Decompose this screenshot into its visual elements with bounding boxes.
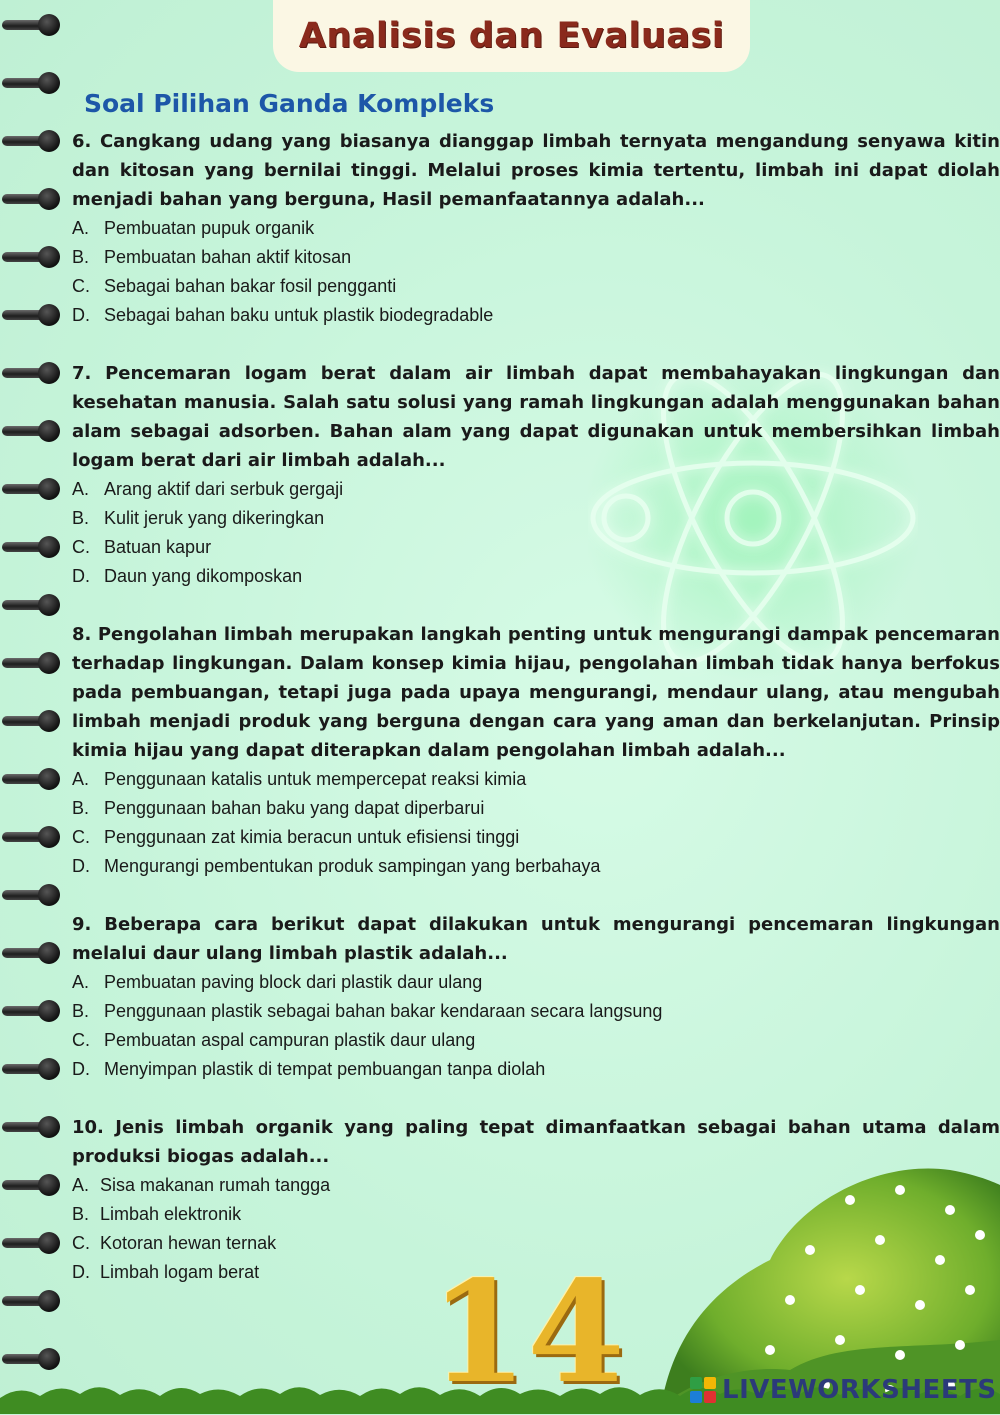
option-d[interactable] xyxy=(72,301,1000,330)
question-list xyxy=(72,127,1000,1287)
option-text: Mengurangi pembentukan produk sampingan yang berbahaya xyxy=(104,856,601,876)
ring-hole xyxy=(38,130,60,152)
flower-icon xyxy=(915,1300,925,1310)
option-a[interactable] xyxy=(72,765,1000,794)
ring-hole xyxy=(38,14,60,36)
spiral-ring-icon xyxy=(2,1174,64,1196)
ring-hole xyxy=(38,478,60,500)
option-text: Pembuatan paving block dari plastik daur ulang xyxy=(104,972,483,992)
option-letter: C. xyxy=(72,827,90,847)
option-text: Sebagai bahan baku untuk plastik biodegradable xyxy=(104,305,494,325)
flower-icon xyxy=(895,1350,905,1360)
spiral-ring-icon xyxy=(2,536,64,558)
option-c[interactable] xyxy=(72,823,1000,852)
flower-icon xyxy=(945,1205,955,1215)
option-letter: B. xyxy=(72,508,90,528)
page-number: 14 xyxy=(430,1251,625,1415)
option-text: Penggunaan plastik sebagai bahan bakar kendaraan secara langsung xyxy=(104,1001,663,1021)
option-text: Sebagai bahan bakar fosil pengganti xyxy=(104,276,397,296)
option-text: Batuan kapur xyxy=(104,537,212,557)
ring-hole xyxy=(38,1232,60,1254)
question-text: 8. Pengolahan limbah merupakan langkah penting untuk mengurangi dampak pencemaran terhadap lingkungan. Dalam konsep kimia hijau, pengolahan limbah tidak hanya berfokus pada pembuangan, tetapi juga pada upaya mengurangi, mendaur ulang, atau mengubah limbah menjadi produk yang berguna dengan cara yang aman dan berkelanjutan. Prinsip kimia hijau yang dapat diterapkan dalam pengolahan limbah adalah... xyxy=(72,624,1000,761)
option-letter: B. xyxy=(72,798,90,818)
spiral-ring-icon xyxy=(2,826,64,848)
flower-icon xyxy=(805,1245,815,1255)
option-text: Arang aktif dari serbuk gergaji xyxy=(104,479,344,499)
option-letter: A. xyxy=(72,1175,90,1195)
option-b[interactable] xyxy=(72,243,1000,272)
ring-hole xyxy=(38,304,60,326)
question-text: 10. Jenis limbah organik yang paling tepat dimanfaatkan sebagai bahan utama dalam produksi biogas adalah... xyxy=(72,1117,1000,1167)
spiral-ring-icon xyxy=(2,72,64,94)
flower-icon xyxy=(965,1285,975,1295)
ring-hole xyxy=(38,1348,60,1370)
option-a[interactable] xyxy=(72,214,1000,243)
ring-hole xyxy=(38,1058,60,1080)
ring-hole xyxy=(38,1000,60,1022)
spiral-ring-icon xyxy=(2,362,64,384)
logo-tile xyxy=(704,1377,716,1389)
option-letter: C. xyxy=(72,1233,90,1253)
option-letter: D. xyxy=(72,566,90,586)
option-text: Penggunaan katalis untuk mempercepat reaksi kimia xyxy=(104,769,527,789)
ring-hole xyxy=(38,826,60,848)
option-text: Sisa makanan rumah tangga xyxy=(100,1175,331,1195)
section-subtitle: Soal Pilihan Ganda Kompleks xyxy=(84,89,495,118)
spiral-ring-icon xyxy=(2,594,64,616)
option-letter: B. xyxy=(72,247,90,267)
logo-tile xyxy=(690,1377,702,1389)
question-9 xyxy=(72,910,1000,1084)
ring-hole xyxy=(38,942,60,964)
spiral-ring-icon xyxy=(2,652,64,674)
option-text: Menyimpan plastik di tempat pembuangan tanpa diolah xyxy=(104,1059,546,1079)
flower-icon xyxy=(855,1285,865,1295)
ring-hole xyxy=(38,362,60,384)
option-d[interactable] xyxy=(72,852,1000,881)
liveworksheets-logo-icon xyxy=(690,1377,716,1403)
flower-icon xyxy=(975,1230,985,1240)
question-text: 9. Beberapa cara berikut dapat dilakukan untuk mengurangi pencemaran lingkungan melalui daur ulang limbah plastik adalah... xyxy=(72,914,1000,964)
ring-hole xyxy=(38,72,60,94)
question-text: 6. Cangkang udang yang biasanya dianggap limbah ternyata mengandung senyawa kitin dan kitosan yang bernilai tinggi. Melalui proses kimia tertentu, limbah ini dapat diolah menjadi bahan yang berguna, Hasil pemanfaatannya adalah... xyxy=(72,131,1000,210)
flower-icon xyxy=(765,1345,775,1355)
ring-hole xyxy=(38,188,60,210)
flower-icon xyxy=(955,1340,965,1350)
option-letter: D. xyxy=(72,1059,90,1079)
option-list xyxy=(72,214,1000,330)
page-title: Analisis dan Evaluasi xyxy=(298,16,725,56)
spiral-ring-icon xyxy=(2,478,64,500)
title-banner xyxy=(273,0,750,72)
spacer xyxy=(72,1084,1000,1113)
option-list xyxy=(72,475,1000,591)
option-letter: B. xyxy=(72,1001,90,1021)
spiral-ring-icon xyxy=(2,246,64,268)
flower-icon xyxy=(785,1295,795,1305)
option-list xyxy=(72,968,1000,1084)
option-text: Pembuatan pupuk organik xyxy=(104,218,315,238)
option-list xyxy=(72,765,1000,881)
spiral-ring-icon xyxy=(2,1290,64,1312)
option-text: Pembuatan bahan aktif kitosan xyxy=(104,247,352,267)
spiral-ring-icon xyxy=(2,420,64,442)
option-text: Penggunaan zat kimia beracun untuk efisiensi tinggi xyxy=(104,827,520,847)
brand-name: LIVEWORKSHEETS xyxy=(722,1375,997,1405)
spacer xyxy=(72,881,1000,910)
spacer xyxy=(72,330,1000,359)
option-text: Daun yang dikomposkan xyxy=(104,566,303,586)
spiral-ring-icon xyxy=(2,1232,64,1254)
option-letter: A. xyxy=(72,218,90,238)
option-text: Kulit jeruk yang dikeringkan xyxy=(104,508,325,528)
option-letter: D. xyxy=(72,1262,90,1282)
question-text: 7. Pencemaran logam berat dalam air limbah dapat membahayakan lingkungan dan kesehatan manusia. Salah satu solusi yang ramah lingkungan adalah menggunakan bahan alam sebagai adsorben. Bahan alam yang dapat digunakan untuk membersihkan limbah logam berat dari air limbah adalah... xyxy=(72,363,1000,471)
question-6 xyxy=(72,127,1000,330)
spiral-ring-icon xyxy=(2,188,64,210)
option-letter: D. xyxy=(72,856,90,876)
flower-icon xyxy=(935,1255,945,1265)
ring-hole xyxy=(38,536,60,558)
option-c[interactable] xyxy=(72,533,1000,562)
option-c[interactable] xyxy=(72,1026,1000,1055)
option-b[interactable] xyxy=(72,794,1000,823)
logo-tile xyxy=(704,1391,716,1403)
option-text: Pembuatan aspal campuran plastik daur ulang xyxy=(104,1030,476,1050)
option-letter: A. xyxy=(72,479,90,499)
spacer xyxy=(72,591,1000,620)
option-letter: A. xyxy=(72,769,90,789)
option-d[interactable] xyxy=(72,562,1000,591)
ring-hole xyxy=(38,1174,60,1196)
logo-tile xyxy=(690,1391,702,1403)
flower-icon xyxy=(835,1335,845,1345)
spiral-ring-icon xyxy=(2,1348,64,1370)
ring-hole xyxy=(38,246,60,268)
option-text: Kotoran hewan ternak xyxy=(100,1233,277,1253)
spiral-ring-icon xyxy=(2,1000,64,1022)
spiral-binding xyxy=(0,0,75,1414)
spiral-ring-icon xyxy=(2,304,64,326)
option-a[interactable] xyxy=(72,475,1000,504)
ring-hole xyxy=(38,884,60,906)
ring-hole xyxy=(38,1116,60,1138)
spiral-ring-icon xyxy=(2,768,64,790)
option-letter: C. xyxy=(72,276,90,296)
option-b[interactable] xyxy=(72,997,1000,1026)
option-letter: C. xyxy=(72,1030,90,1050)
ring-hole xyxy=(38,652,60,674)
ring-hole xyxy=(38,594,60,616)
option-a[interactable] xyxy=(72,968,1000,997)
flower-icon xyxy=(895,1185,905,1195)
flower-icon xyxy=(845,1195,855,1205)
option-letter: D. xyxy=(72,305,90,325)
ring-hole xyxy=(38,420,60,442)
option-text: Limbah elektronik xyxy=(100,1204,242,1224)
question-7 xyxy=(72,359,1000,591)
ring-hole xyxy=(38,710,60,732)
option-d[interactable] xyxy=(72,1055,1000,1084)
spiral-ring-icon xyxy=(2,130,64,152)
spiral-ring-icon xyxy=(2,14,64,36)
option-text: Limbah logam berat xyxy=(100,1262,260,1282)
spiral-ring-icon xyxy=(2,1058,64,1080)
ring-hole xyxy=(38,1290,60,1312)
option-letter: C. xyxy=(72,537,90,557)
option-c[interactable] xyxy=(72,272,1000,301)
question-8 xyxy=(72,620,1000,881)
ring-hole xyxy=(38,768,60,790)
liveworksheets-brand xyxy=(690,1372,997,1408)
flower-icon xyxy=(875,1235,885,1245)
spiral-ring-icon xyxy=(2,942,64,964)
option-b[interactable] xyxy=(72,504,1000,533)
spiral-ring-icon xyxy=(2,710,64,732)
option-letter: A. xyxy=(72,972,90,992)
option-letter: B. xyxy=(72,1204,90,1224)
option-text: Penggunaan bahan baku yang dapat diperbarui xyxy=(104,798,485,818)
spiral-ring-icon xyxy=(2,1116,64,1138)
spiral-ring-icon xyxy=(2,884,64,906)
